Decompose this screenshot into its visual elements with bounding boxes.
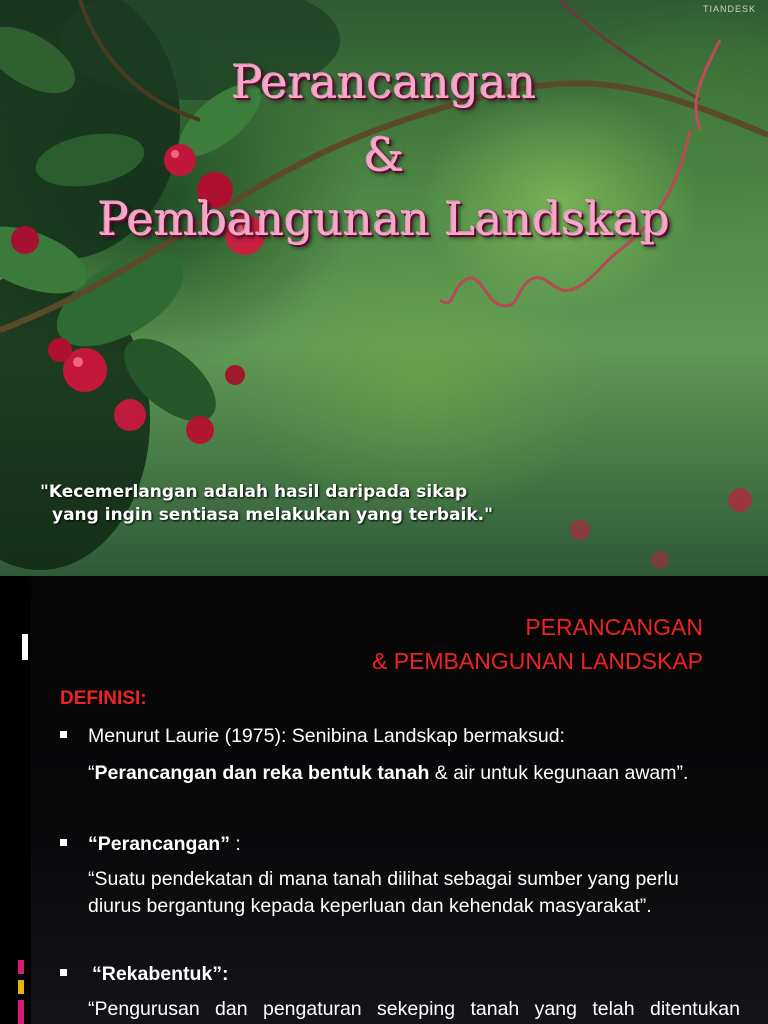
slide-heading-line-1: PERANCANGAN (525, 614, 703, 640)
list-item-label: “Perancangan” (88, 833, 230, 855)
accent-strip-yellow (18, 980, 24, 994)
slide-title-line-3: Pembangunan Landskap (98, 192, 670, 246)
list-item-label: “Rekabentuk”: (92, 963, 229, 985)
label-suffix: : (229, 833, 241, 855)
quote-mark: “ (88, 762, 95, 784)
list-item-text (88, 760, 740, 787)
quote-line-1: "Kecemerlangan adalah hasil daripada sikap (40, 482, 468, 502)
slide-content-panel (31, 576, 768, 1024)
list-item-text-line-1: “Suatu pendekatan di mana tanah dilihat sebagai sumber yang perlu (88, 868, 679, 890)
quote-rest: & air untuk kegunaan awam”. (429, 762, 689, 784)
list-item (60, 960, 229, 988)
list-item (60, 722, 565, 750)
bold-phrase: Perancangan dan reka bentuk tanah (94, 762, 430, 784)
bullet-icon (60, 969, 67, 976)
quote-line-2: yang ingin sentiasa melakukan yang terbaik." (52, 505, 493, 525)
list-item-text-line-2: diurus bergantung kepada keperluan dan kehendak masyarakat”. (88, 895, 652, 917)
list-item (60, 830, 241, 858)
definition-label: DEFINISI: (60, 688, 147, 709)
list-item-text-line-1: “Pengurusan dan pengaturan sekeping tanah yang telah ditentukan (88, 998, 740, 1020)
bullet-icon (60, 839, 67, 846)
slide-title-line-2: & (363, 128, 405, 182)
bullet-icon (60, 731, 67, 738)
motivational-quote (40, 481, 560, 527)
accent-strip-pink-bottom (18, 1000, 24, 1024)
brand-watermark: TIANDESK (702, 4, 756, 14)
list-item-label: Menurut Laurie (1975): Senibina Landskap bermaksud: (88, 725, 565, 747)
slide-title-line-1: Perancangan (231, 55, 537, 109)
slide-heading-line-2: & PEMBANGUNAN LANDSKAP (371, 648, 703, 674)
slide-edge-mark (19, 634, 28, 660)
accent-strip-pink (18, 960, 24, 974)
definition-slide (0, 576, 768, 1024)
